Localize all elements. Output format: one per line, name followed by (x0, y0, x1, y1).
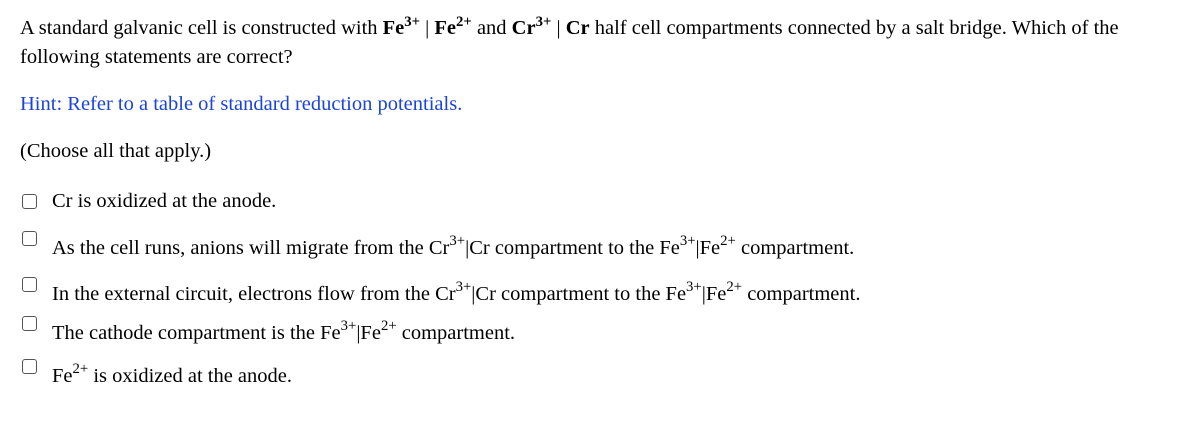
cr-charge-3: 3+ (535, 13, 552, 30)
checkbox-option-2[interactable] (22, 231, 37, 246)
option-4-label (52, 319, 515, 348)
checkbox-option-1[interactable] (22, 194, 37, 209)
separator: | (420, 17, 435, 39)
option-5-text-b: is oxidized at the anode. (88, 364, 293, 387)
option-3-text-b: |Cr compartment to the Fe (471, 282, 687, 305)
option-5-text-a: Fe (52, 364, 73, 387)
option-3[interactable] (22, 279, 860, 309)
separator-2: | (551, 17, 566, 39)
option-3-label (52, 280, 860, 309)
option-3-text-a: In the external circuit, electrons flow from the Cr (52, 282, 456, 305)
option-3-sup-2: 3+ (686, 279, 702, 296)
option-2-label (52, 234, 854, 263)
option-1[interactable] (22, 186, 276, 216)
option-5[interactable] (22, 361, 292, 391)
option-4-text-c: compartment. (396, 321, 516, 344)
instruction-text: (Choose all that apply.) (20, 140, 212, 162)
option-2-text-d: compartment. (735, 236, 855, 259)
option-4-sup-1: 3+ (340, 318, 357, 335)
option-1-label: Cr is oxidized at the anode. (52, 189, 277, 212)
option-2-sup-3: 2+ (720, 233, 736, 250)
option-3-sup-1: 3+ (455, 279, 472, 296)
option-2-text-a: As the cell runs, anions will migrate from the Cr (52, 236, 450, 259)
and-text: and (471, 17, 512, 39)
option-5-sup-1: 2+ (72, 361, 89, 378)
option-2-text-c: |Fe (695, 236, 721, 259)
checkbox-option-5[interactable] (22, 359, 37, 374)
option-2-text-b: |Cr compartment to the Fe (465, 236, 680, 259)
fe-charge-3: 3+ (404, 13, 421, 30)
fe2-species (434, 13, 472, 39)
option-2-sup-1: 3+ (449, 233, 466, 250)
option-3-sup-3: 2+ (726, 279, 743, 296)
fe-symbol: Fe (382, 17, 405, 39)
checkbox-option-3[interactable] (22, 277, 37, 292)
option-4[interactable] (22, 318, 515, 348)
fe-charge-2: 2+ (456, 13, 472, 30)
cr-metal: Cr (565, 17, 590, 39)
option-2[interactable] (22, 233, 854, 263)
fe-species (382, 13, 421, 39)
option-4-sup-2: 2+ (380, 318, 397, 335)
question-rest: half cell compartments connected by a salt bridge. Which of the following statements are correct? (20, 17, 1119, 68)
checkbox-option-4[interactable] (22, 316, 37, 331)
cr-species (511, 13, 552, 39)
hint-text: Hint: Refer to a table of standard reduction potentials. (20, 93, 463, 115)
option-3-text-d: compartment. (742, 282, 861, 305)
option-4-text-b: |Fe (356, 321, 381, 344)
fe2-symbol: Fe (434, 17, 457, 39)
option-2-sup-2: 3+ (679, 233, 696, 250)
question-intro: A standard galvanic cell is constructed with (20, 17, 383, 39)
option-4-text-a: The cathode compartment is the Fe (52, 321, 341, 344)
question-text (20, 14, 1180, 72)
option-5-label (52, 362, 292, 391)
option-3-text-c: |Fe (701, 282, 727, 305)
cr-symbol: Cr (511, 17, 536, 39)
